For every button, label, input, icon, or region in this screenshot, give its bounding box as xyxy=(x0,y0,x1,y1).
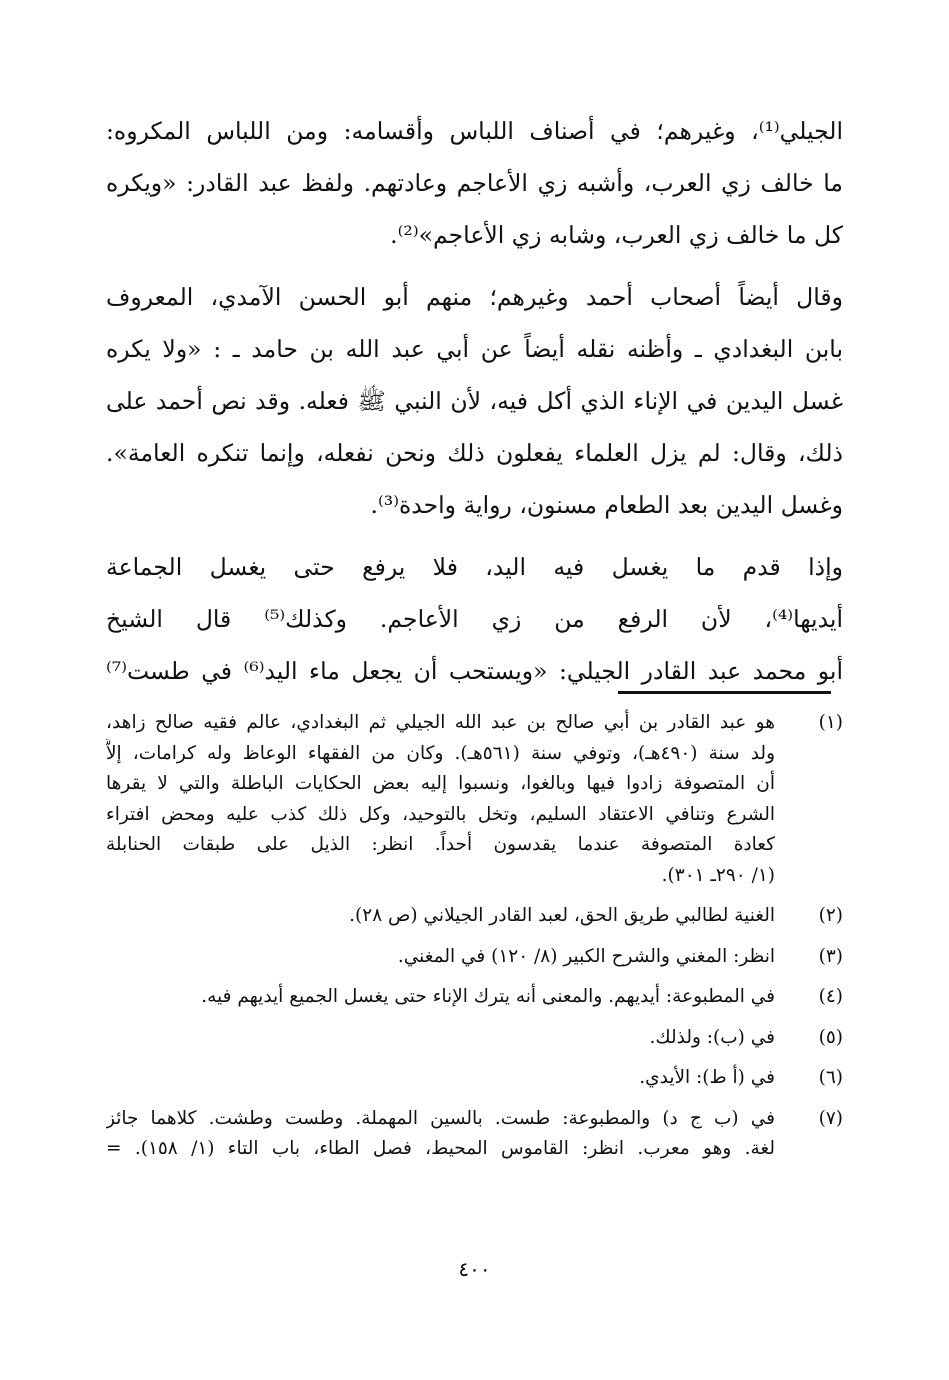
footnote-text xyxy=(106,1023,775,1054)
footnote-number: (٥) xyxy=(818,1026,843,1048)
footnote-line: الغنية لطالبي طريق الحق، لعبد القادر الجيلاني (ص ٢٨). xyxy=(349,905,775,926)
footnote-number: (٢) xyxy=(818,905,843,926)
footnote-text xyxy=(106,982,775,1013)
paragraph-gap xyxy=(106,531,843,541)
text-line: ما خالف زي العرب، وأشبه زي الأعاجم وعادتهم. ولفظ عبد القادر: «ويكره xyxy=(106,169,843,197)
footnote-line: في (ب): ولذلك. xyxy=(649,1026,775,1048)
footnote-line: انظر: المغني والشرح الكبير (٨/ ١٢٠) في المغني. xyxy=(397,945,775,967)
text-line: ذلك، وقال: لم يزل العلماء يفعلون ذلك ونحن نفعله، وإنما تنكره العامة». xyxy=(106,439,843,467)
footnote xyxy=(106,1023,843,1054)
footnote-gap xyxy=(106,1053,843,1063)
footnote-gap xyxy=(106,972,843,982)
footnote-gap xyxy=(106,1013,843,1023)
paragraph xyxy=(106,271,843,531)
footnote-number: (٧) xyxy=(818,1107,843,1129)
footnote-text xyxy=(106,1104,775,1165)
footnote xyxy=(106,1063,843,1094)
footnote-line: في (أ ط): الأيدي. xyxy=(639,1067,775,1088)
footnote-line: (١/ ٢٩٠ـ ٣٠١). xyxy=(661,864,775,886)
paragraph-gap xyxy=(106,261,843,271)
text-line: كل ما خالف زي العرب، وشابه زي الأعاجم»⁽²⁾. xyxy=(390,221,843,249)
footnote-number: (٦) xyxy=(818,1067,843,1088)
main-text xyxy=(106,105,843,697)
footnote-gap xyxy=(106,932,843,942)
footnote xyxy=(106,901,843,932)
footnote-separator xyxy=(618,691,831,694)
footnote xyxy=(106,708,843,891)
text-line: بابن البغدادي ـ وأظنه نقله أيضاً عن أبي عبد الله بن حامد ـ : «ولا يكره xyxy=(106,335,843,363)
text-line: وإذا قدم ما يغسل فيه اليد، فلا يرفع حتى يغسل الجماعة xyxy=(106,553,843,581)
paragraph xyxy=(106,541,843,697)
page-number: ٤٠٠ xyxy=(458,1257,491,1281)
text-line: الجيلي⁽¹⁾، وغيرهم؛ في أصناف اللباس وأقسامه: ومن اللباس المكروه: xyxy=(106,117,843,145)
footnote-line: الشرع وتنافي الاعتقاد السليم، وتخل بالتوحيد، وكل ذلك كذب عليه ومحض افتراء xyxy=(106,803,775,825)
footnote-line: ولد سنة (٤٩٠هـ)، وتوفي سنة (٥٦١هـ). وكان من الفقهاء الوعاظ وله كرامات، إلاَّ xyxy=(106,742,775,764)
footnote-text xyxy=(106,1063,775,1094)
footnote-text xyxy=(106,708,775,891)
footnotes xyxy=(106,708,843,1165)
footnote-line: كعادة المتصوفة عندما يقدسون أحداً. انظر: الذيل على طبقات الحنابلة xyxy=(106,834,775,855)
footnote-line: هو عبد القادر بن أبي صالح بن عبد الله الجيلي ثم البغدادي، عالم فقيه صالح زاهد، xyxy=(106,712,775,733)
footnote xyxy=(106,982,843,1013)
footnote-gap xyxy=(106,1094,843,1104)
footnote-text xyxy=(106,942,775,973)
footnote-line: أن المتصوفة زادوا فيها وبالغوا، ونسبوا إليه بعض الحكايات الباطلة والتي لا يقرها xyxy=(106,773,775,794)
footnote-line: في (ب ج د) والمطبوعة: طست. بالسين المهملة. وطست وطشت. كلاهما جائز xyxy=(106,1107,775,1129)
text-line: أبو محمد عبد القادر الجيلي: «ويستحب أن يجعل ماء اليد⁽⁶⁾ في طست⁽⁷⁾ xyxy=(106,657,843,685)
footnote-gap xyxy=(106,891,843,901)
text-line: غسل اليدين في الإناء الذي أكل فيه، لأن النبي ﷺ فعله. وقد نص أحمد على xyxy=(106,387,843,415)
footnote-line: في المطبوعة: أيديهم. والمعنى أنه يترك الإناء حتى يغسل الجميع أيديهم فيه. xyxy=(201,986,775,1007)
footnote-number: (٣) xyxy=(818,945,843,967)
footnote-line: لغة. وهو معرب. انظر: القاموس المحيط، فصل الطاء، باب التاء (١/ ١٥٨). = xyxy=(106,1138,775,1159)
footnote-number: (١) xyxy=(818,712,843,733)
paragraph xyxy=(106,105,843,261)
footnote xyxy=(106,1104,843,1165)
footnote-text xyxy=(106,901,775,932)
text-line: وقال أيضاً أصحاب أحمد وغيرهم؛ منهم أبو الحسن الآمدي، المعروف xyxy=(106,283,843,311)
text-line: وغسل اليدين بعد الطعام مسنون، رواية واحدة⁽³⁾. xyxy=(370,491,843,519)
footnote xyxy=(106,942,843,973)
footnote-number: (٤) xyxy=(818,986,843,1007)
text-line: أيديها⁽⁴⁾، لأن الرفع من زي الأعاجم. وكذلك⁽⁵⁾ قال الشيخ xyxy=(106,605,843,633)
